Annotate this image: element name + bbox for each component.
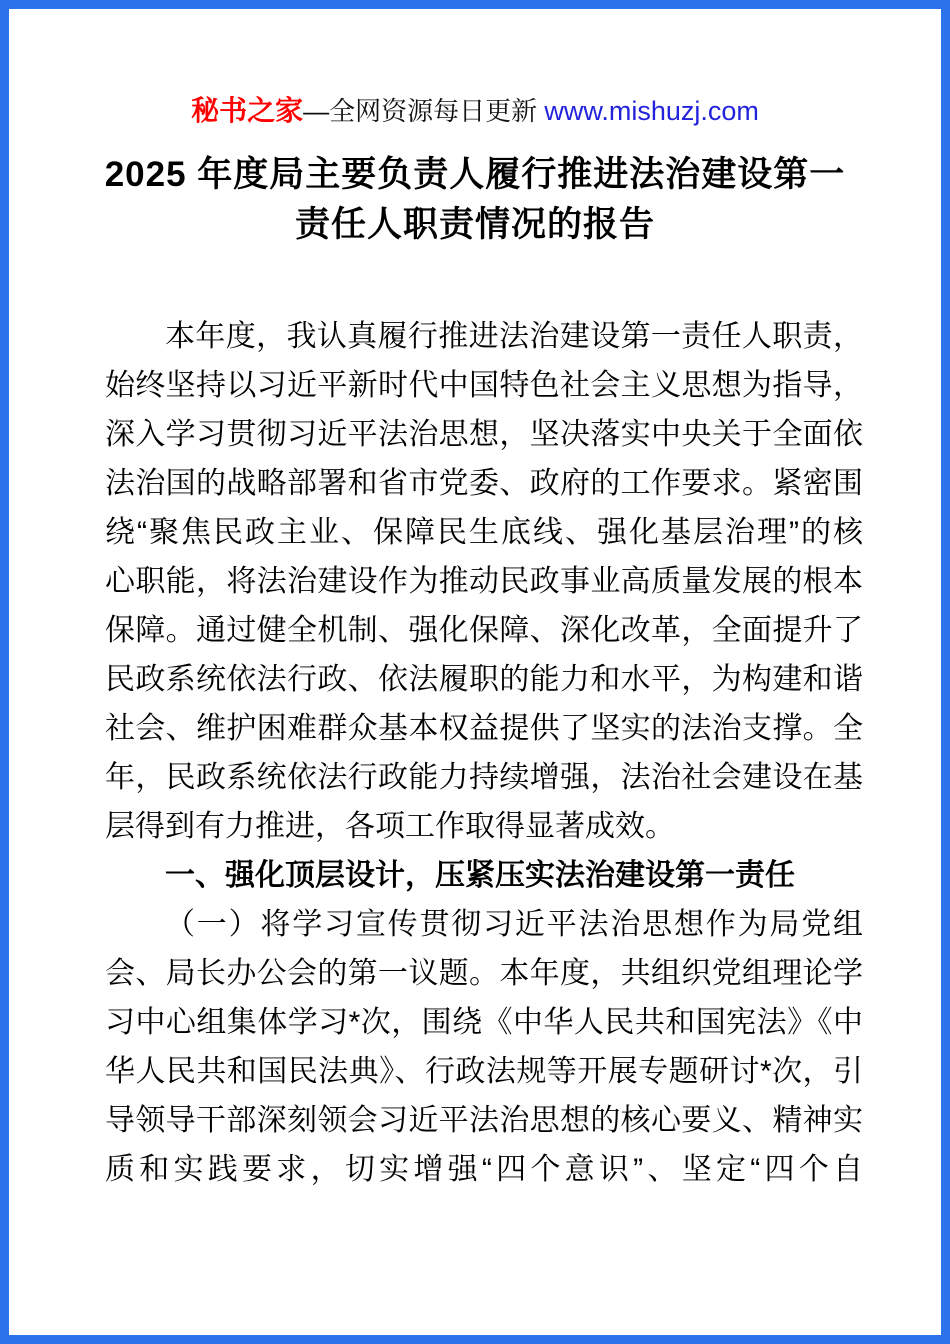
- body-line: 始终坚持以习近平新时代中国特色社会主义思想为指导，: [105, 369, 863, 402]
- section-heading: 一、强化顶层设计，压紧压实法治建设第一责任: [165, 859, 795, 892]
- body-line: 社会、维护困难群众基本权益提供了坚实的法治支撑。全: [105, 712, 863, 745]
- document-body: [105, 312, 863, 1194]
- site-header: [9, 93, 941, 129]
- body-line: 年，民政系统依法行政能力持续增强，法治社会建设在基: [105, 761, 863, 794]
- body-line: 法治国的战略部署和省市党委、政府的工作要求。紧密围: [105, 467, 863, 500]
- document-title-line-2: 责任人职责情况的报告: [294, 205, 655, 244]
- document-title-line-1: 2025 年度局主要负责人履行推进法治建设第一: [104, 155, 846, 194]
- body-line: 质和实践要求，切实增强“四个意识”、坚定“四个自: [105, 1153, 863, 1186]
- body-line: 导领导干部深刻领会习近平法治思想的核心要义、精神实: [105, 1104, 863, 1137]
- body-line: （一）将学习宣传贯彻习近平法治思想作为局党组: [165, 908, 863, 941]
- body-line: 绕“聚焦民政主业、保障民生底线、强化基层治理”的核: [105, 516, 863, 549]
- body-line: 会、局长办公会的第一议题。本年度，共组织党组理论学: [105, 957, 863, 990]
- body-line: 习中心组集体学习*次，围绕《中华人民共和国宪法》《中: [105, 1006, 863, 1039]
- site-url-link[interactable]: www.mishuzj.com: [544, 96, 759, 126]
- body-line: 层得到有力推进，各项工作取得显著成效。: [105, 810, 675, 843]
- body-line: 民政系统依法行政、依法履职的能力和水平，为构建和谐: [105, 663, 863, 696]
- document-title: [9, 150, 941, 250]
- body-line: 深入学习贯彻习近平法治思想，坚决落实中央关于全面依: [105, 418, 863, 451]
- body-line: 华人民共和国民法典》、行政法规等开展专题研讨*次，引: [105, 1055, 863, 1088]
- site-brand-text: 秘书之家: [191, 95, 304, 126]
- site-tagline: —全网资源每日更新: [303, 96, 545, 126]
- body-line: 本年度，我认真履行推进法治建设第一责任人职责，: [165, 320, 863, 353]
- body-line: 保障。通过健全机制、强化保障、深化改革，全面提升了: [105, 614, 863, 647]
- body-line: 心职能，将法治建设作为推动民政事业高质量发展的根本: [105, 565, 863, 598]
